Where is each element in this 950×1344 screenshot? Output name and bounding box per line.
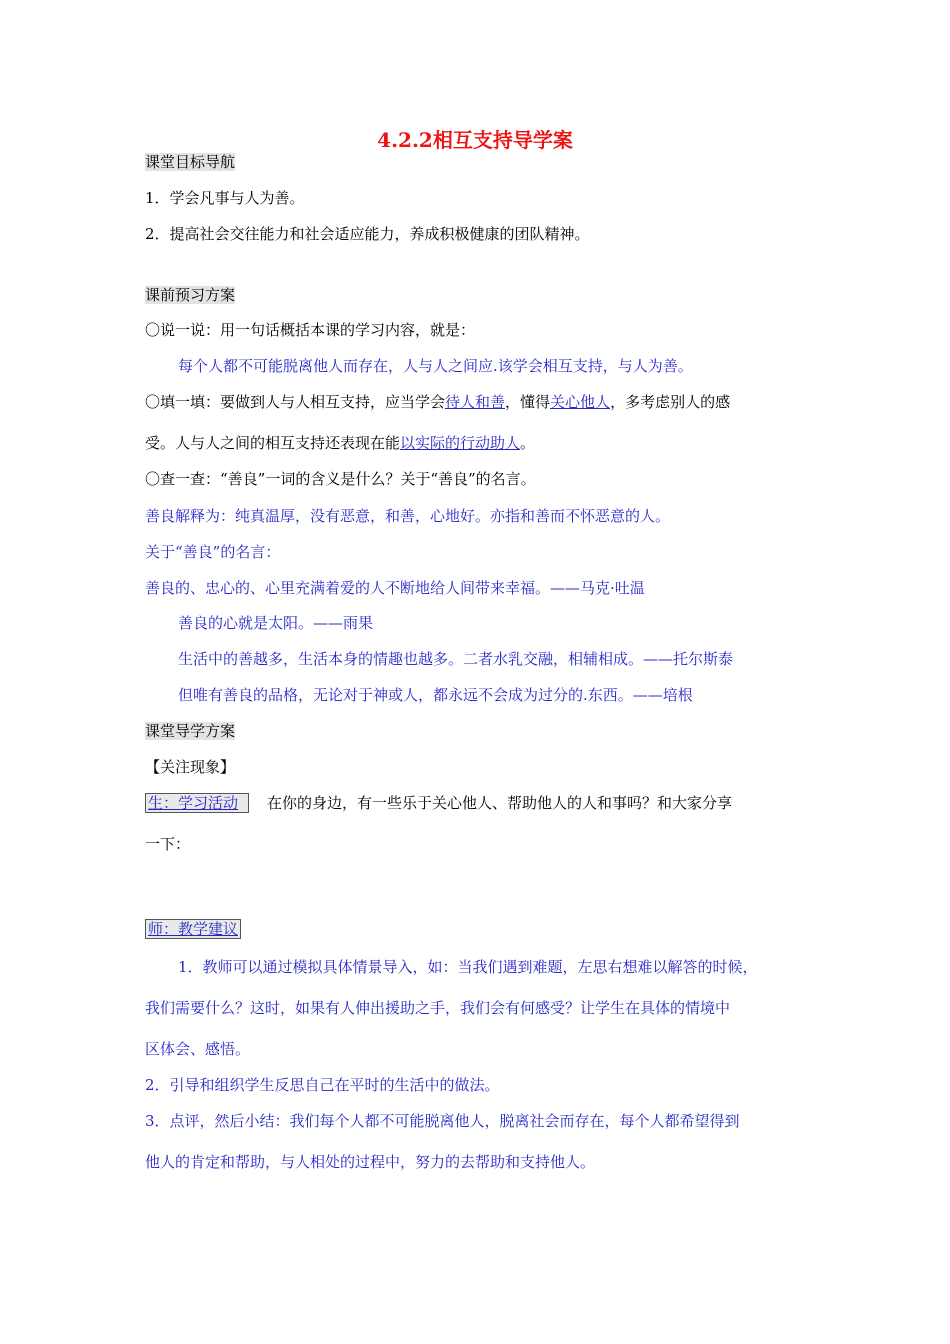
- section-heading-preview: 课前预习方案: [145, 286, 236, 304]
- fill-answer-2: 关心他人: [550, 393, 611, 411]
- quote-item: 善良的心就是太阳。——雨果: [178, 614, 374, 632]
- page-title: 4.2.2相互支持导学案: [377, 128, 573, 152]
- student-activity-text-cont: 一下：: [145, 835, 191, 853]
- quote-item: 生活中的善越多，生活本身的情趣也越多。二者水乳交融，相辅相成。——托尔斯泰: [178, 650, 734, 668]
- definition-text: 善良解释为：纯真温厚，没有恶意，和善，心地好。亦指和善而不怀恶意的人。: [145, 507, 671, 525]
- goal-item-1: 1．学会凡事与人为善。: [145, 189, 305, 207]
- teacher-advice-label: 师：教学建议: [145, 919, 241, 939]
- quotes-heading: 关于“善良”的名言：: [145, 543, 281, 561]
- teaching-tip: 我们需要什么？这时，如果有人伸出援助之手，我们会有何感受？让学生在具体的情境中: [145, 999, 731, 1017]
- quote-item: 善良的、忠心的、心里充满着爱的人不断地给人间带来幸福。——马克·吐温: [145, 579, 645, 597]
- fill-line-2: 受。人与人之间的相互支持还表现在能以实际的行动助人。: [145, 434, 536, 452]
- student-activity-line: [145, 793, 732, 813]
- teaching-tip: 他人的肯定和帮助，与人相处的过程中，努力的去帮助和支持他人。: [145, 1153, 596, 1171]
- teaching-tip: 区体会、感悟。: [145, 1040, 251, 1058]
- fill-answer-1: 待人和善: [445, 393, 506, 411]
- student-activity-label: 生：学习活动: [145, 793, 249, 813]
- fill-line-1: 〇填一填：要做到人与人相互支持，应当学会待人和善，懂得关心他人，多考虑别人的感: [145, 393, 731, 411]
- teaching-tip: 3．点评，然后小结：我们每个人都不可能脱离他人，脱离社会而存在，每个人都希望得到: [145, 1112, 740, 1130]
- fill-answer-3: 以实际的行动助人: [400, 434, 521, 452]
- teaching-tip: 1．教师可以通过模拟具体情景导入，如：当我们遇到难题，左思右想难以解答的时候，: [178, 958, 758, 976]
- teaching-tip: 2．引导和组织学生反思自己在平时的生活中的做法。: [145, 1076, 500, 1094]
- teacher-advice-line: [145, 919, 241, 939]
- section-heading-guide: 课堂导学方案: [145, 722, 236, 740]
- quote-item: 但唯有善良的品格，无论对于神或人，都永远不会成为过分的.东西。——培根: [178, 686, 693, 704]
- say-prompt: 〇说一说：用一句话概括本课的学习内容，就是：: [145, 321, 476, 339]
- section-heading-goals: 课堂目标导航: [145, 153, 236, 171]
- say-answer: 每个人都不可能脱离他人而存在，人与人之间应.该学会相互支持，与人为善。: [178, 357, 693, 375]
- check-prompt: 〇查一查：“善良”一词的含义是什么？关于“善良”的名言。: [145, 470, 536, 488]
- focus-label: 【关注现象】: [145, 758, 236, 776]
- goal-item-2: 2．提高社会交往能力和社会适应能力，养成积极健康的团队精神。: [145, 225, 590, 243]
- student-activity-text: 在你的身边，有一些乐于关心他人、帮助他人的人和事吗？和大家分享: [267, 794, 733, 812]
